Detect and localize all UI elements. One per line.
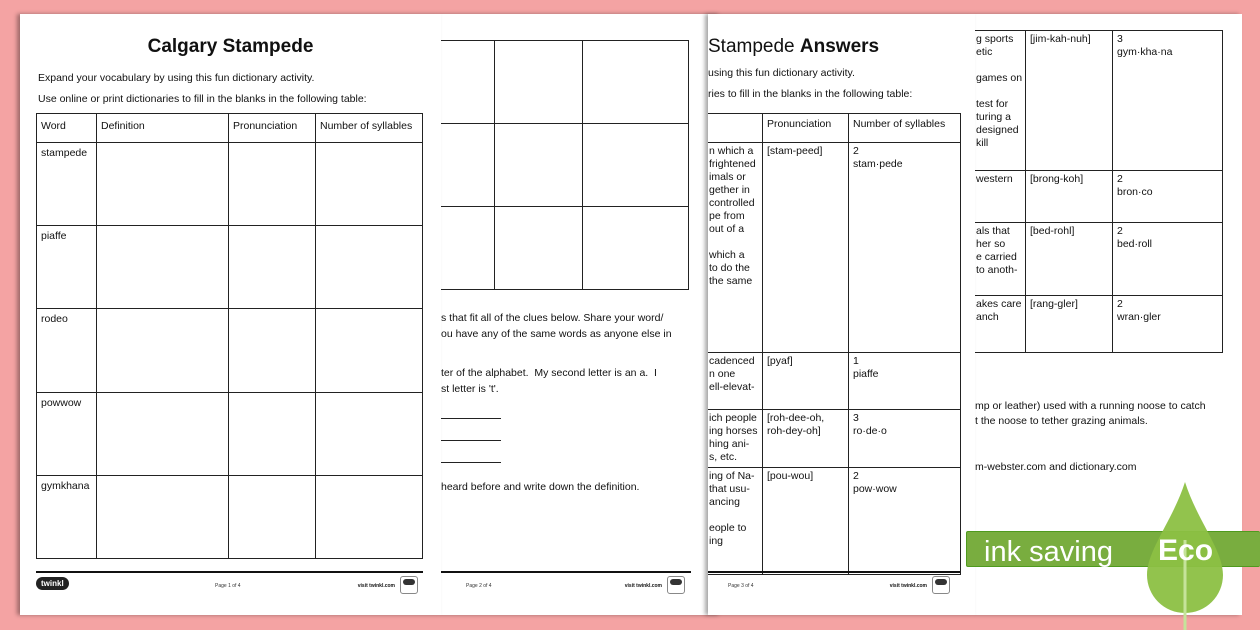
blank-cell [96,392,229,476]
word-cell: piaffe [36,225,97,309]
syllables-cell: 2 bed·roll [1112,222,1223,296]
header-syllables: Number of syllables [848,113,961,143]
page-3 [708,14,975,615]
blank-cell [315,225,423,309]
eco-badge: Eco [1158,534,1214,567]
pronunciation-cell: [brong-koh] [1025,170,1113,223]
syllables-cell: 1 piaffe [848,352,961,410]
visit-link[interactable]: visit twinkl.com [889,583,927,589]
blank-cell [96,308,229,393]
page-number: Page 1 of 4 [215,583,241,589]
ink-saving-label: ink saving [984,536,1113,568]
definition-cell: g sports etic games on test for turing a designed kill [975,30,1026,171]
intro-text: ries to fill in the blanks in the following table: [708,88,913,100]
twinkl-logo: twinkl [36,577,69,590]
definition-instruction: heard before and write down the definition. [441,481,640,493]
table-header: Pronunciation [228,113,316,143]
pronunciation-cell: [roh-dee-oh, roh-dey-oh] [762,409,849,468]
pronunciation-cell: [pou-wou] [762,467,849,575]
syllables-cell: 2 bron·co [1112,170,1223,223]
blank-cell [228,142,316,226]
word-cell: gymkhana [36,475,97,559]
table-header: Definition [96,113,229,143]
twinkl-badge-icon [667,576,685,594]
definition-cell: als that her so e carried to anoth- [975,222,1026,296]
pronunciation-cell: [jim-kah-nuh] [1025,30,1113,171]
blank-cell [315,392,423,476]
lasso-definition: mp or leather) used with a running noose to catch t the noose to tether grazing animals. [975,400,1206,427]
word-cell: rodeo [36,308,97,393]
visit-link[interactable]: visit twinkl.com [624,583,662,589]
pronunciation-cell: [bed-rohl] [1025,222,1113,296]
word-cell: stampede [36,142,97,226]
blank-cell [228,392,316,476]
word-cell: powwow [36,392,97,476]
blank-cell [96,225,229,309]
blank-cell [228,308,316,393]
syllables-cell: 3 ro·de·o [848,409,961,468]
blank-cell [96,475,229,559]
blank-cell [96,142,229,226]
definition-cell: akes care anch [975,295,1026,353]
twinkl-badge-icon [400,576,418,594]
definition-cell: ich people ing horses hing ani- s, etc. [708,409,763,468]
answer-line [441,418,501,419]
blank-cell [315,142,423,226]
blank-cell [315,475,423,559]
blank-cell [228,475,316,559]
sources-text: m-webster.com and dictionary.com [975,461,1137,473]
intro-text: using this fun dictionary activity. [708,67,855,79]
syllables-cell: 2 stam·pede [848,142,961,353]
page-1 [20,14,441,615]
syllables-cell: 3 gym·kha·na [1112,30,1223,171]
syllables-cell: 2 wran·gler [1112,295,1223,353]
intro-text: Expand your vocabulary by using this fun dictionary activity. [38,72,315,84]
page-title: Calgary Stampede [147,36,314,57]
syllables-cell: 2 pow·wow [848,467,961,575]
pronunciation-cell: [stam-peed] [762,142,849,353]
page-number: Page 3 of 4 [728,583,754,589]
definition-cell: western [975,170,1026,223]
page-2 [441,14,721,615]
page-number: Page 2 of 4 [466,583,492,589]
table-header: Word [36,113,97,143]
intro-text: Use online or print dictionaries to fill in the blanks in the following table: [38,93,367,105]
clue-instructions: s that fit all of the clues below. Share your word/ ou have any of the same words as anyone else in [441,312,672,340]
page-title: Stampede Answers [708,36,880,57]
pronunciation-cell: [rang-gler] [1025,295,1113,353]
clue-text: ter of the alphabet. My second letter is an a. I st letter is 't'. [441,367,657,395]
table-header: Number of syllables [315,113,423,143]
clue-grid [441,40,689,290]
blank-cell [315,308,423,393]
answer-line [441,462,501,463]
definition-cell: ing of Na- that usu- ancing eople to ing [708,467,763,575]
blank-cell [228,225,316,309]
visit-link[interactable]: visit twinkl.com [357,583,395,589]
definition-cell: n which a frightened imals or gether in controlled pe from out of a which a to do the the same [708,142,763,353]
pronunciation-cell: [pyaf] [762,352,849,410]
definition-cell: cadenced n one ell-elevat- [708,352,763,410]
twinkl-badge-icon [932,576,950,594]
answer-line [441,440,501,441]
header-pronunciation: Pronunciation [762,113,849,143]
